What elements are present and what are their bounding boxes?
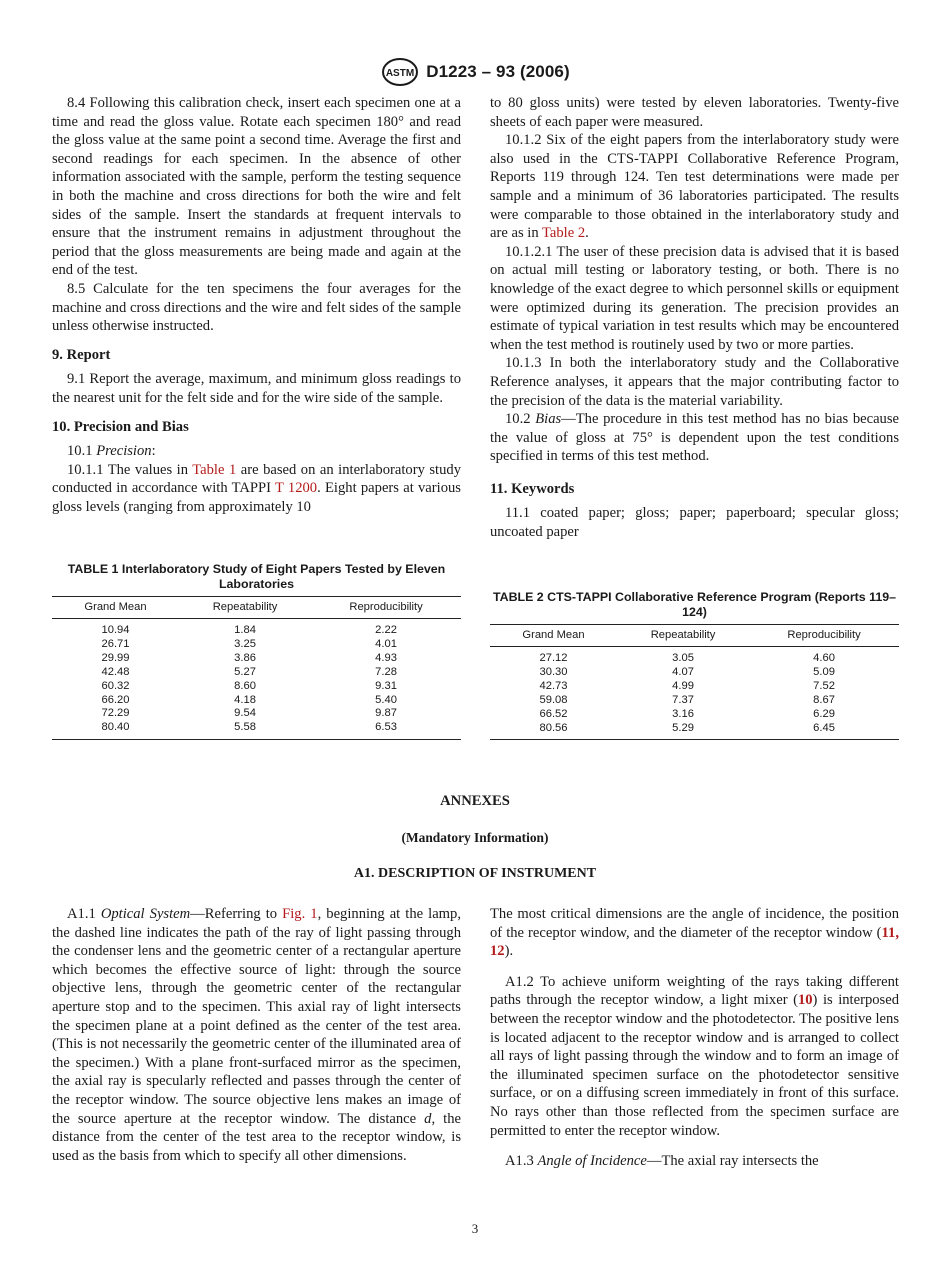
table-cell: 26.71 (101, 637, 130, 650)
table-cell: 5.29 (617, 722, 749, 740)
table-1-link[interactable]: Table 1 (192, 461, 237, 478)
table-1-header: Grand Mean (52, 597, 179, 619)
page-number: 3 (471, 1221, 479, 1236)
table-cell: 9.31 (375, 679, 397, 692)
table-row (52, 721, 461, 739)
paragraph-a1-3: A1.3 Angle of Incidence—The axial ray intersects the (505, 1153, 819, 1170)
table-1 (52, 562, 461, 740)
right-column (490, 94, 899, 542)
table-row (490, 708, 899, 722)
reference-12-link[interactable]: 12 (490, 943, 505, 960)
table-cell: 2.22 (375, 624, 397, 636)
table-2-link[interactable]: Table 2 (542, 225, 586, 242)
svg-text:ASTM: ASTM (386, 68, 415, 79)
table-row (490, 647, 899, 666)
annex-section-heading: A1. DESCRIPTION OF INSTRUMENT (353, 866, 597, 881)
paragraph-10-2: 10.2 Bias—The procedure in this test method has no bias because the value of gloss at 75° is dependent upon the test conditions specified in terms of this test method. (490, 411, 899, 465)
annex-left-column (52, 905, 461, 1165)
table-2 (490, 590, 899, 740)
table-row (52, 638, 461, 652)
table-cell: 3.86 (234, 651, 256, 664)
table-cell: 7.37 (672, 693, 694, 706)
astm-logo-icon (380, 57, 420, 87)
paragraph-11-1: 11.1 coated paper; gloss; paper; paperboard; specular gloss; uncoated paper (490, 505, 899, 541)
table-cell: 9.54 (234, 707, 256, 720)
page-header (0, 55, 950, 89)
annex-title: ANNEXES (440, 793, 510, 809)
table-cell: 6.45 (749, 722, 899, 740)
table-1-header-row (52, 597, 461, 619)
table-cell: 42.73 (539, 679, 568, 692)
section-heading-report: 9. Report (52, 346, 111, 363)
table-1-caption: TABLE 1 Interlaboratory Study of Eight Papers Tested by Eleven Laboratories (67, 562, 446, 591)
table-cell: 80.40 (52, 721, 179, 739)
table-cell: 4.01 (375, 637, 397, 650)
table-row (52, 619, 461, 638)
table-cell: 7.52 (813, 679, 835, 692)
table-cell: 3.16 (672, 707, 694, 720)
tappi-t1200-link[interactable]: T 1200 (275, 480, 318, 497)
table-row (490, 694, 899, 708)
fig-1-link[interactable]: Fig. 1 (282, 906, 318, 922)
paragraph-8-5: 8.5 Calculate for the ten specimens the four averages for the machine and cross directions and the wire and felt sides of the sample unless otherwise instructed. (52, 280, 461, 335)
paragraph-10-1-1-continued: to 80 gloss units) were tested by eleven laboratories. Twenty-five sheets of each paper were measured. (490, 95, 899, 130)
table-cell: 72.29 (101, 707, 130, 720)
table-2-header: Reproducibility (749, 625, 899, 647)
table-2-header-row (490, 625, 899, 647)
table-row (52, 652, 461, 666)
table-cell: 59.08 (539, 693, 568, 706)
table-2-header: Repeatability (617, 625, 749, 647)
paragraph-10-1-2-1: 10.1.2.1 The user of these precision data is advised that it is based on actual mill testing or laboratory testing, or both. There is no knowledge of the exact degree to which personnel skills or equipment were optimized during its generation. The precision provides an estimate of typical variation in test results which may be encountered when the test method is routinely used by two or more parties. (490, 243, 899, 353)
table-cell: 42.48 (101, 665, 130, 678)
table-2-header: Grand Mean (490, 625, 617, 647)
table-cell: 5.09 (813, 665, 835, 678)
paragraph-10-1: 10.1 Precision: (67, 443, 156, 460)
paragraph-a1-1-continued: The most critical dimensions are the angle of incidence, the position of the receptor window, and the diameter of the receptor window (11, 12). (490, 906, 899, 960)
reference-10-link[interactable]: 10 (797, 992, 813, 1009)
table-cell: 3.05 (672, 652, 694, 664)
table-cell: 6.29 (813, 707, 835, 720)
table-cell: 8.67 (813, 693, 835, 706)
table-cell: 4.93 (375, 651, 397, 664)
paragraph-8-4: 8.4 Following this calibration check, insert each specimen one at a time and read the gloss value. Rotate each specimen 180° and read the gloss value at the same point a second time. Average the first and second readings for each specimen. In the absence of other information associated with the sample, perform the testing sequence in both the machine and cross directions for both the wire and felt sides of the sample. Insert the standards at frequent intervals to ensure that the instrument remains in adjustment throughout the period that the gloss measurements are being made and again at the end of the test. (52, 95, 461, 279)
table-row (52, 666, 461, 680)
table-cell: 5.58 (179, 721, 311, 739)
table-cell: 1.84 (234, 624, 256, 636)
reference-11-link[interactable]: 11 (881, 924, 896, 941)
paragraph-a1-2: A1.2 To achieve uniform weighting of the rays taking different paths through the receptor window, a light mixer (10) is interposed between the receptor window and the photodetector. The positive lens is located adjacent to the receptor window and is arranged to collect all rays of light passing through the window and to form an image of the illuminated specimen surface on the photodetector sensitive surface, or on a diffusing screen immediately in front of this surface. No rays other than those reflected from the specimen surface are permitted to enter the receptor window. (490, 973, 899, 1139)
document-designation: D1223 – 93 (2006) (426, 62, 570, 81)
table-row (52, 694, 461, 708)
table-cell: 66.20 (101, 693, 130, 706)
section-heading-precision-bias: 10. Precision and Bias (52, 418, 189, 435)
table-cell: 5.27 (234, 665, 256, 678)
table-cell: 6.53 (311, 721, 461, 739)
table-row (52, 707, 461, 721)
table-1-header: Reproducibility (311, 597, 461, 619)
paragraph-10-1-1: 10.1.1 The values in Table 1 are based on an interlaboratory study conducted in accordance with TAPPI T 1200. Eight papers at various gloss levels (ranging from approximately 10 (52, 461, 461, 515)
table-row (490, 680, 899, 694)
table-cell: 9.87 (375, 707, 397, 720)
annex-right-column (490, 905, 899, 1171)
table-cell: 4.60 (813, 652, 835, 664)
table-2-caption: TABLE 2 CTS-TAPPI Collaborative Reference Program (Reports 119–124) (492, 590, 897, 619)
table-cell: 4.07 (672, 665, 694, 678)
table-cell: 5.40 (375, 693, 397, 706)
table-cell: 66.52 (539, 707, 568, 720)
left-column (52, 94, 461, 516)
annex-subtitle: (Mandatory Information) (401, 830, 549, 845)
table-row (490, 666, 899, 680)
paragraph-a1-1: A1.1 Optical System—Referring to Fig. 1, beginning at the lamp, the dashed line indicates the path of the ray of light passing through the condenser lens and the geometric center of a rectangular aperture which becomes the effective source of light: through the source objective lens, through the geometric center of the rectangular aperture stop and to the specimen. This axial ray of light intersects the specimen plane at a point defined as the center of the test area. (This is not necessarily the geometric center of the illuminated area of the specimen.) With a plane front-surfaced mirror as the specimen, the axial ray is specularly reflected and passes through the center of the receptor window. The source objective lens makes an image of the source aperture at the receptor window. The distance d, the distance from the center of the test area to the receptor window, is used as the basis from which to specify all other dimensions. (52, 906, 461, 1164)
paragraph-9-1: 9.1 Report the average, maximum, and minimum gloss readings to the nearest unit for the felt side and for the wire side of the sample. (52, 371, 461, 406)
paragraph-10-1-2: 10.1.2 Six of the eight papers from the interlaboratory study were also used in the CTS-TAPPI Collaborative Reference Program, Reports 119 through 124. Ten test determinations were made per sample and a minimum of 36 laboratories participated. The results were comparable to those obtained in the interlaboratory study and are as in Table 2. (490, 132, 899, 242)
table-row (490, 722, 899, 740)
table-cell: 27.12 (539, 652, 568, 664)
table-cell: 8.60 (234, 679, 256, 692)
table-cell: 80.56 (490, 722, 617, 740)
table-cell: 60.32 (101, 679, 130, 692)
table-cell: 4.99 (672, 679, 694, 692)
table-cell: 30.30 (539, 665, 568, 678)
table-cell: 3.25 (234, 637, 256, 650)
table-1-header: Repeatability (179, 597, 311, 619)
paragraph-10-1-3: 10.1.3 In both the interlaboratory study and the Collaborative Reference analyses, it appears that the major contributing factor to the precision of the data is the material variability. (490, 355, 899, 409)
table-row (52, 680, 461, 694)
table-cell: 7.28 (375, 665, 397, 678)
table-cell: 29.99 (101, 651, 130, 664)
section-heading-keywords: 11. Keywords (490, 480, 575, 497)
table-cell: 4.18 (234, 693, 256, 706)
table-cell: 10.94 (101, 624, 130, 636)
